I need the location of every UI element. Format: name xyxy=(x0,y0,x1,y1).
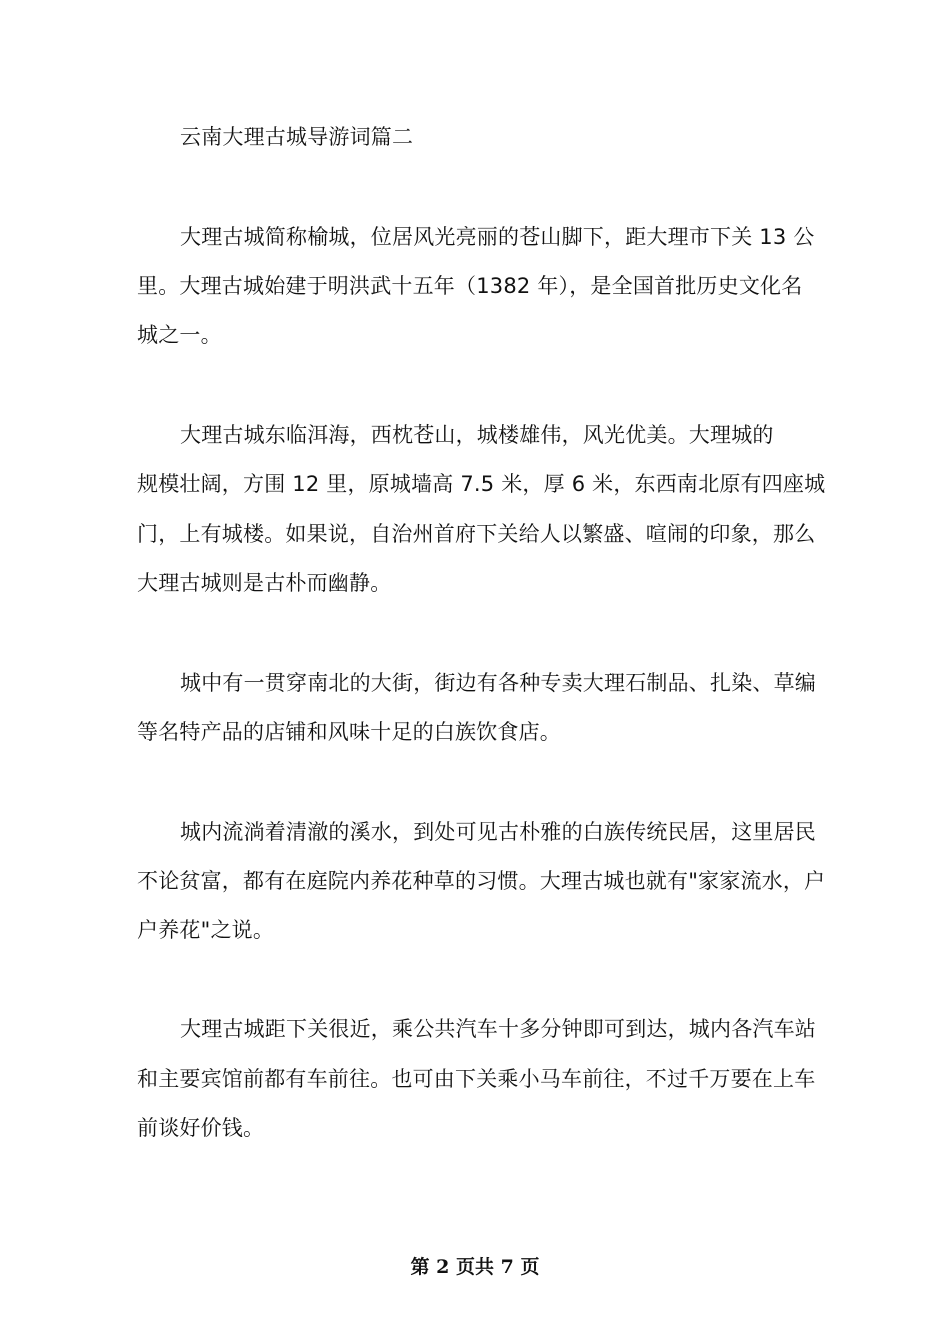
document-title: 云南大理古城导游词篇二 xyxy=(180,125,414,149)
paragraph-line: 规模壮阔，方围 12 里，原城墙高 7.5 米，厚 6 米，东西南北原有四座城 xyxy=(137,472,826,496)
paragraph-line: 前谈好价钱。 xyxy=(137,1116,265,1140)
page-number-footer: 第 2 页共 7 页 xyxy=(410,1256,540,1278)
paragraph-line: 大理古城东临洱海，西枕苍山，城楼雄伟，风光优美。大理城的 xyxy=(180,423,774,447)
paragraph-line: 城中有一贯穿南北的大街，街边有各种专卖大理石制品、扎染、草编 xyxy=(180,671,816,695)
paragraph-line: 和主要宾馆前都有车前往。也可由下关乘小马车前往，不过千万要在上车 xyxy=(137,1067,816,1091)
paragraph-line: 等名特产品的店铺和风味十足的白族饮食店。 xyxy=(137,720,561,744)
paragraph-line: 城内流淌着清澈的溪水，到处可见古朴雅的白族传统民居，这里居民 xyxy=(180,820,816,844)
paragraph-line: 户养花"之说。 xyxy=(137,918,275,942)
paragraph-line: 门，上有城楼。如果说，自治州首府下关给人以繁盛、喧闹的印象，那么 xyxy=(137,522,816,546)
paragraph-line: 里。大理古城始建于明洪武十五年（1382 年），是全国首批历史文化名 xyxy=(137,274,803,298)
paragraph-line: 大理古城则是古朴而幽静。 xyxy=(137,571,392,595)
paragraph-line: 城之一。 xyxy=(137,323,222,347)
paragraph-line: 大理古城简称榆城，位居风光亮丽的苍山脚下，距大理市下关 13 公 xyxy=(180,225,815,249)
paragraph-line: 不论贫富，都有在庭院内养花种草的习惯。大理古城也就有"家家流水，户 xyxy=(137,869,826,893)
paragraph-line: 大理古城距下关很近，乘公共汽车十多分钟即可到达，城内各汽车站 xyxy=(180,1017,816,1041)
